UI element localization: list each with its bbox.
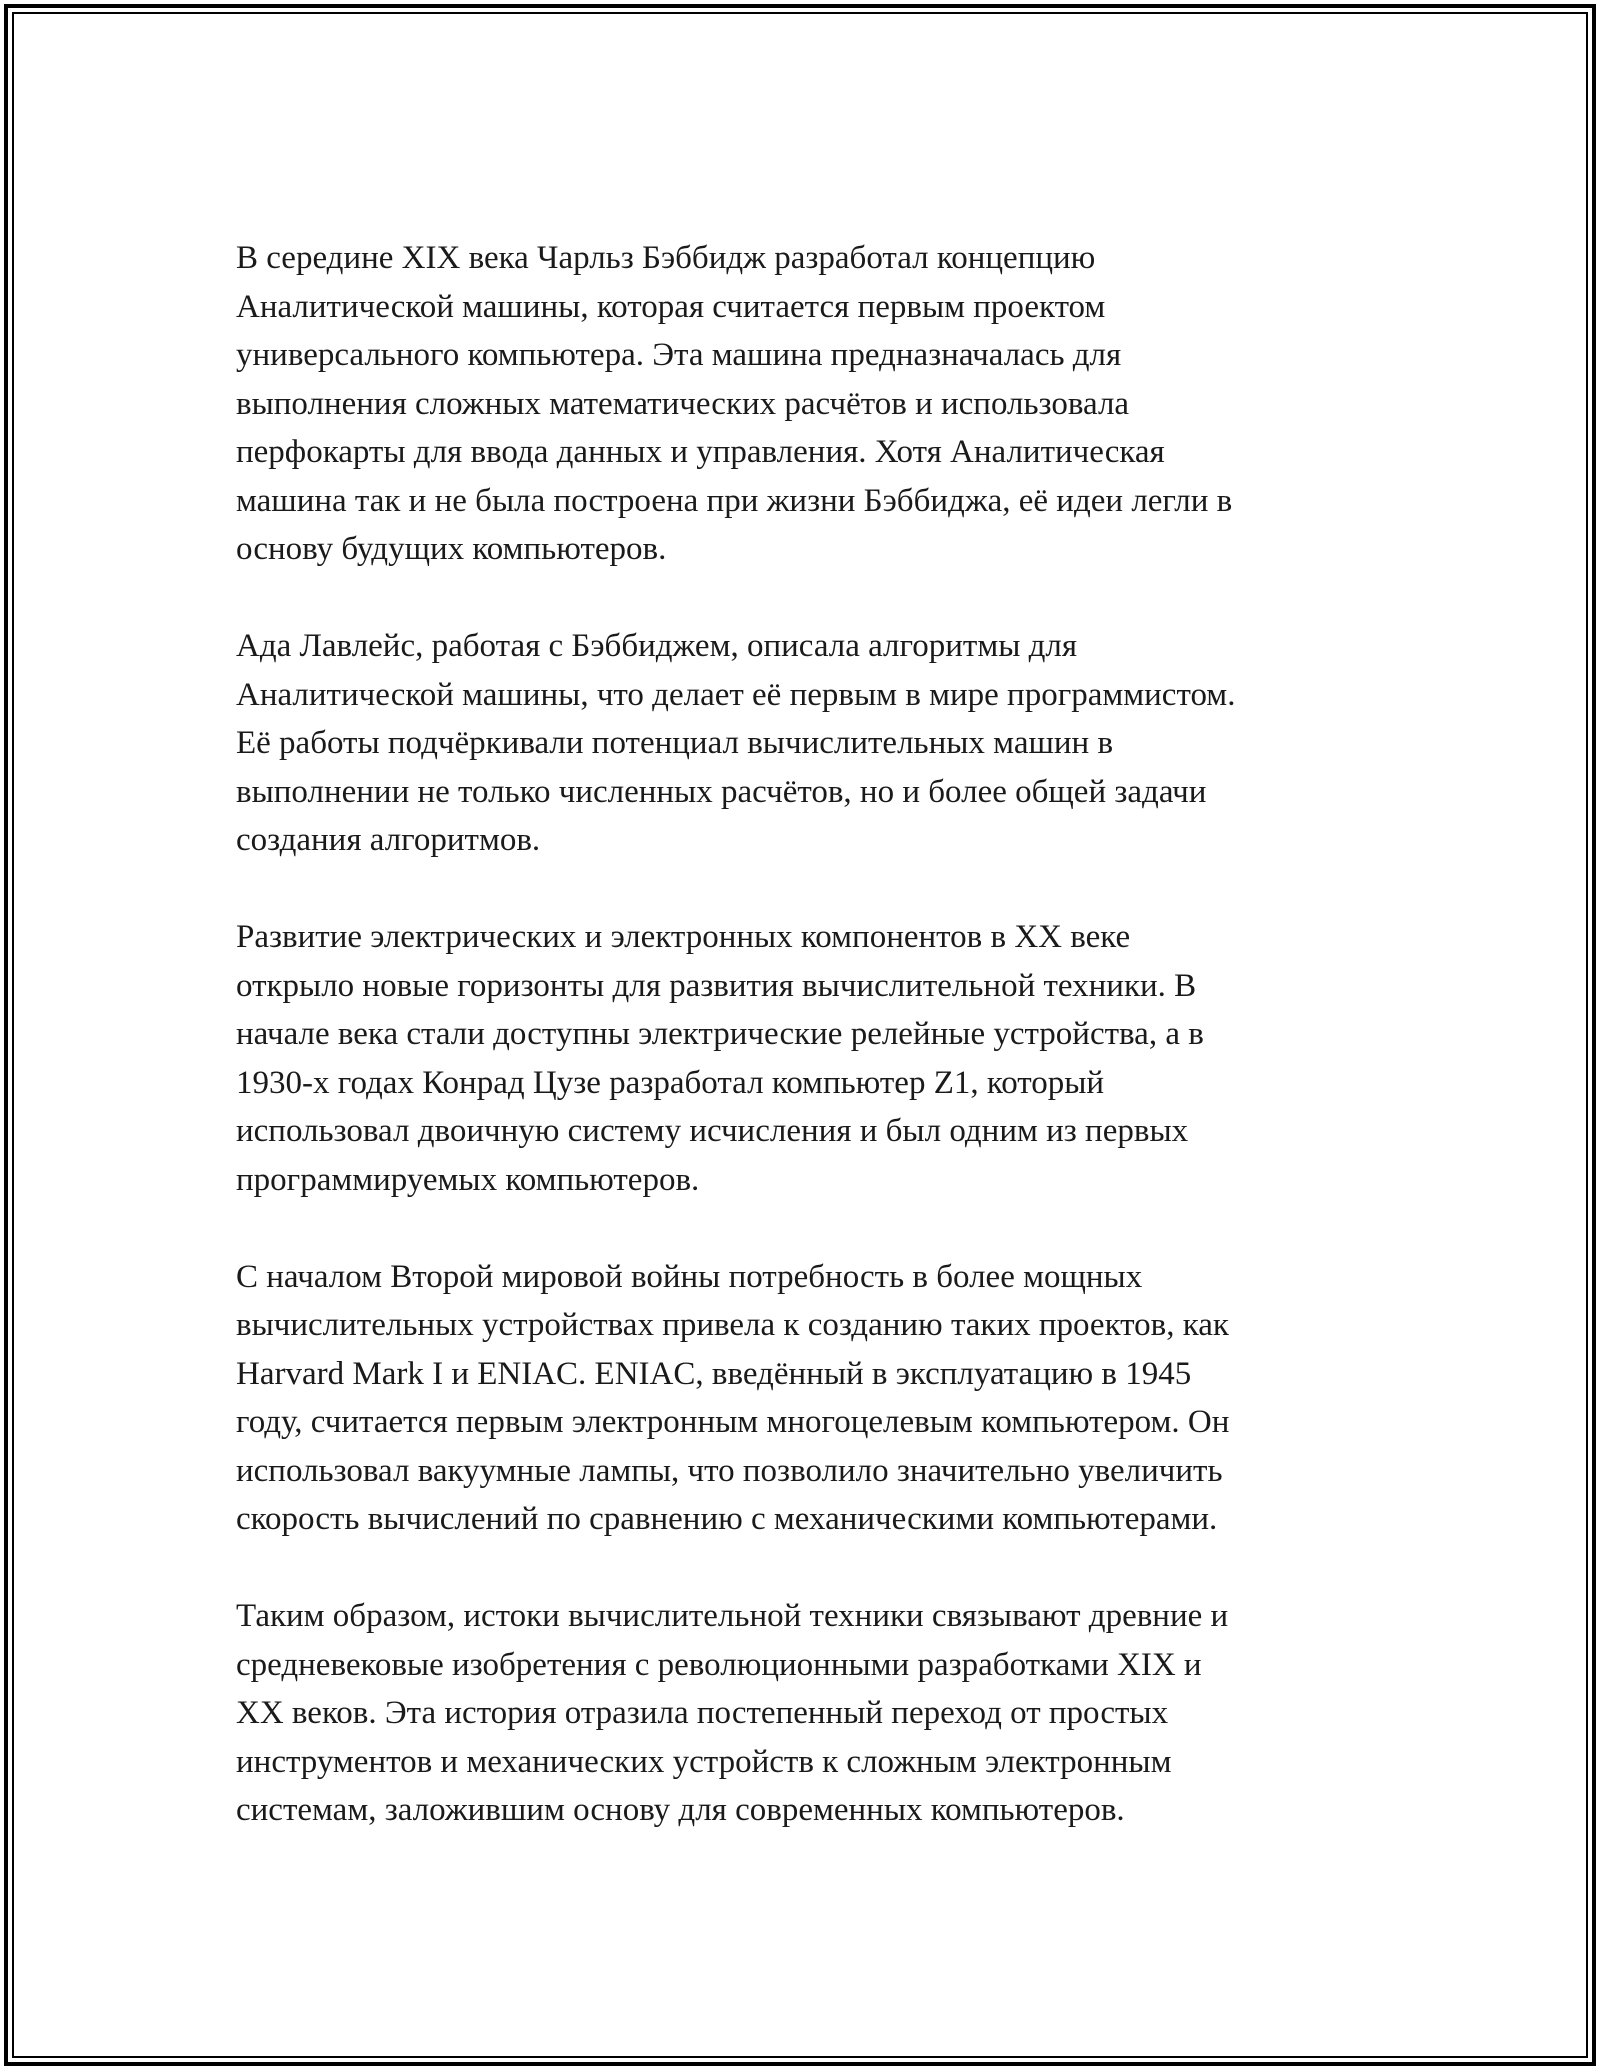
paragraph-conclusion: Таким образом, истоки вычислительной техники связывают древние и средневековые изобретения с революционными разработками XIX и XX веков. Эта история отразила постепенный переход от простых инструментов и механических устройств к сложным электронным системам, заложившим основу для современных компьютеров. bbox=[236, 1598, 1229, 1828]
paragraph-babbage: В середине XIX века Чарльз Бэббидж разработал концепцию Аналитической машины, которая считается первым проектом универсального компьютера. Эта машина предназначалась для выполнения сложных математических расчётов и использовала перфокарты для ввода данных и управления. Хотя Аналитическая машина так и не была построена при жизни Бэббиджа, её идеи легли в основу будущих компьютеров. bbox=[236, 240, 1233, 567]
paragraph-lovelace: Ада Лавлейс, работая с Бэббиджем, описала алгоритмы для Аналитической машины, что делает её первым в мире программистом. Её работы подчёркивали потенциал вычислительных машин в выполнении не только численных расчётов, но и более общей задачи создания алгоритмов. bbox=[236, 628, 1236, 858]
paragraph-wwii-computers: С началом Второй мировой войны потребность в более мощных вычислительных устройствах привела к созданию таких проектов, как Harvard Mark I и ENIAC. ENIAC, введённый в эксплуатацию в 1945 году, считается первым электронным многоцелевым компьютером. Он использовал вакуумные лампы, что позволило значительно увеличить скорость вычислений по сравнению с механическими компьютерами. bbox=[236, 1258, 1230, 1537]
document-body bbox=[236, 234, 1376, 1883]
paragraph-electric-era: Развитие электрических и электронных компонентов в XX веке открыло новые горизонты для развития вычислительной техники. В начале века стали доступны электрические релейные устройства, а в 1930-х годах Конрад Цузе разработал компьютер Z1, который использовал двоичную систему исчисления и был одним из первых программируемых компьютеров. bbox=[236, 919, 1204, 1198]
